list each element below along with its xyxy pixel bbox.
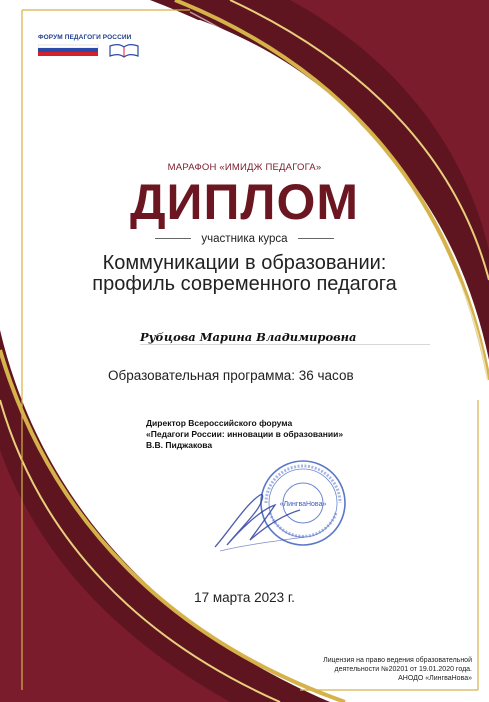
subtitle-row: [0, 233, 489, 245]
license-line3: АНОДО «ЛингваНова»: [398, 675, 472, 682]
director-block: [146, 418, 343, 451]
subtitle-rule-right: [298, 238, 334, 239]
flag-book-icon: [38, 43, 142, 59]
stamp-text: «ЛингваНова»: [279, 501, 327, 508]
license-line2: деятельности №20201 от 19.01.2020 года.: [334, 666, 472, 673]
forum-logo: [38, 34, 148, 60]
course-title: [0, 253, 489, 295]
director-title: Директор Всероссийского форума: [146, 418, 293, 428]
course-title-line2: профиль современного педагога: [92, 273, 397, 295]
course-title-line1: Коммуникации в образовании:: [102, 252, 387, 274]
logo-text: ФОРУМ ПЕДАГОГИ РОССИИ: [38, 34, 132, 41]
license-line1: Лицензия на право ведения образовательной: [323, 657, 472, 664]
subtitle: участника курса: [201, 233, 288, 245]
subtitle-rule-left: [155, 238, 191, 239]
diploma-title: ДИПЛОМ: [129, 174, 360, 230]
marathon-label: МАРАФОН «ИМИДЖ ПЕДАГОГА»: [167, 162, 322, 173]
director-name: В.В. Пиджакова: [146, 440, 213, 450]
issue-date: 17 марта 2023 г.: [194, 590, 295, 605]
director-forum: «Педагоги России: инновации в образовании»: [146, 429, 344, 439]
license-info: [250, 656, 472, 683]
program-hours: Образовательная программа: 36 часов: [108, 368, 354, 383]
recipient-name: Рубцова Марина Владимировна: [140, 330, 357, 344]
recipient-underline: [140, 344, 430, 345]
signature: [205, 475, 315, 555]
